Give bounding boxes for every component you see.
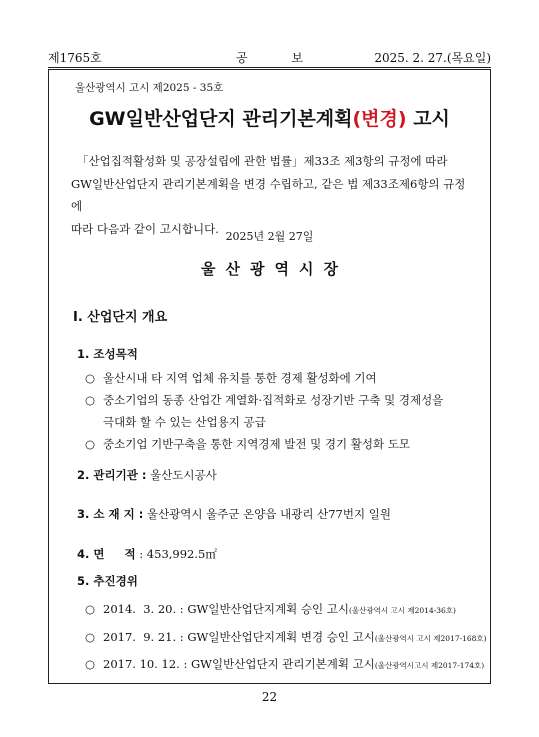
page-header [48,49,491,67]
intro-line: 따라 다음과 같이 고시합니다. [71,221,219,236]
title-main: GW일반산업단지 관리기본계획 [89,108,353,130]
header-rule [48,67,491,68]
list-item-continuation: 극대화 할 수 있는 산업용지 공급 [103,415,266,429]
title-suffix: 고시 [406,108,450,130]
list-item: ○ 중소기업의 동종 산업간 계열화·집적화로 성장기반 구축 및 경제성을 [85,393,444,407]
manager-label: 2. 관리기관 : [77,468,147,482]
list-item: ○ 2014. 3. 20. : GW일반산업단지계획 승인 고시(울산광역시 고시 제2014-36호) [85,602,456,616]
manager-value: 울산도시공사 [146,468,217,482]
issue-number: 제1765호 [48,51,102,65]
notice-date: 2025년 2월 27일 [225,230,314,243]
location-row [77,506,391,522]
notice-title [49,104,490,131]
intro-paragraph [71,150,476,240]
intro-line: GW일반산업단지 관리기본계획을 변경 수립하고, 같은 법 제33조제6항의 규정에 [71,176,466,213]
list-item: ○ 2017. 10. 12. : GW일반산업단지 관리기본계획 고시(울산광역시고시 제2017-174호) [85,657,485,671]
issuer-name: 울산광역시장 [201,260,348,278]
list-item: ○ 울산시내 타 지역 업체 유치를 통한 경제 활성화에 기여 [85,371,377,385]
notice-box [48,69,491,684]
location-value: 울산광역시 울주군 온양읍 내광리 산77번지 일원 [143,507,391,521]
bullet-mark: ○ [85,371,96,385]
area-value: : 453,992.5㎡ [135,547,217,561]
section-title: Ⅰ. 산업단지 개요 [73,310,168,325]
manager-row [77,467,217,483]
history-heading: 5. 추진경위 [77,574,138,588]
list-item: ○ 2017. 9. 21. : GW일반산업단지계획 변경 승인 고시(울산광역시 고시 제2017-168호) [85,630,487,644]
location-label: 3. 소 재 지 : [77,507,144,521]
bullet-mark: ○ [85,437,96,451]
bullet-mark: ○ [85,602,96,616]
title-change: (변경) [352,108,407,130]
publication-name: 공 보 [236,51,323,65]
page-number: 22 [261,690,278,704]
notice-number: 울산광역시 고시 제2025 - 35호 [75,82,224,94]
area-label: 4. 면 적 [77,547,136,561]
bullet-mark: ○ [85,393,96,407]
purpose-heading: 1. 조성목적 [77,347,138,361]
list-item: ○ 중소기업 기반구축을 통한 지역경제 발전 및 경기 활성화 도모 [85,437,410,451]
bullet-mark: ○ [85,657,96,671]
intro-line: 「산업집적활성화 및 공장설립에 관한 법률」제33조 제3항의 규정에 따라 [77,154,448,168]
issue-date: 2025. 2. 27.(목요일) [374,51,491,65]
area-row [77,546,217,562]
bullet-mark: ○ [85,630,96,644]
